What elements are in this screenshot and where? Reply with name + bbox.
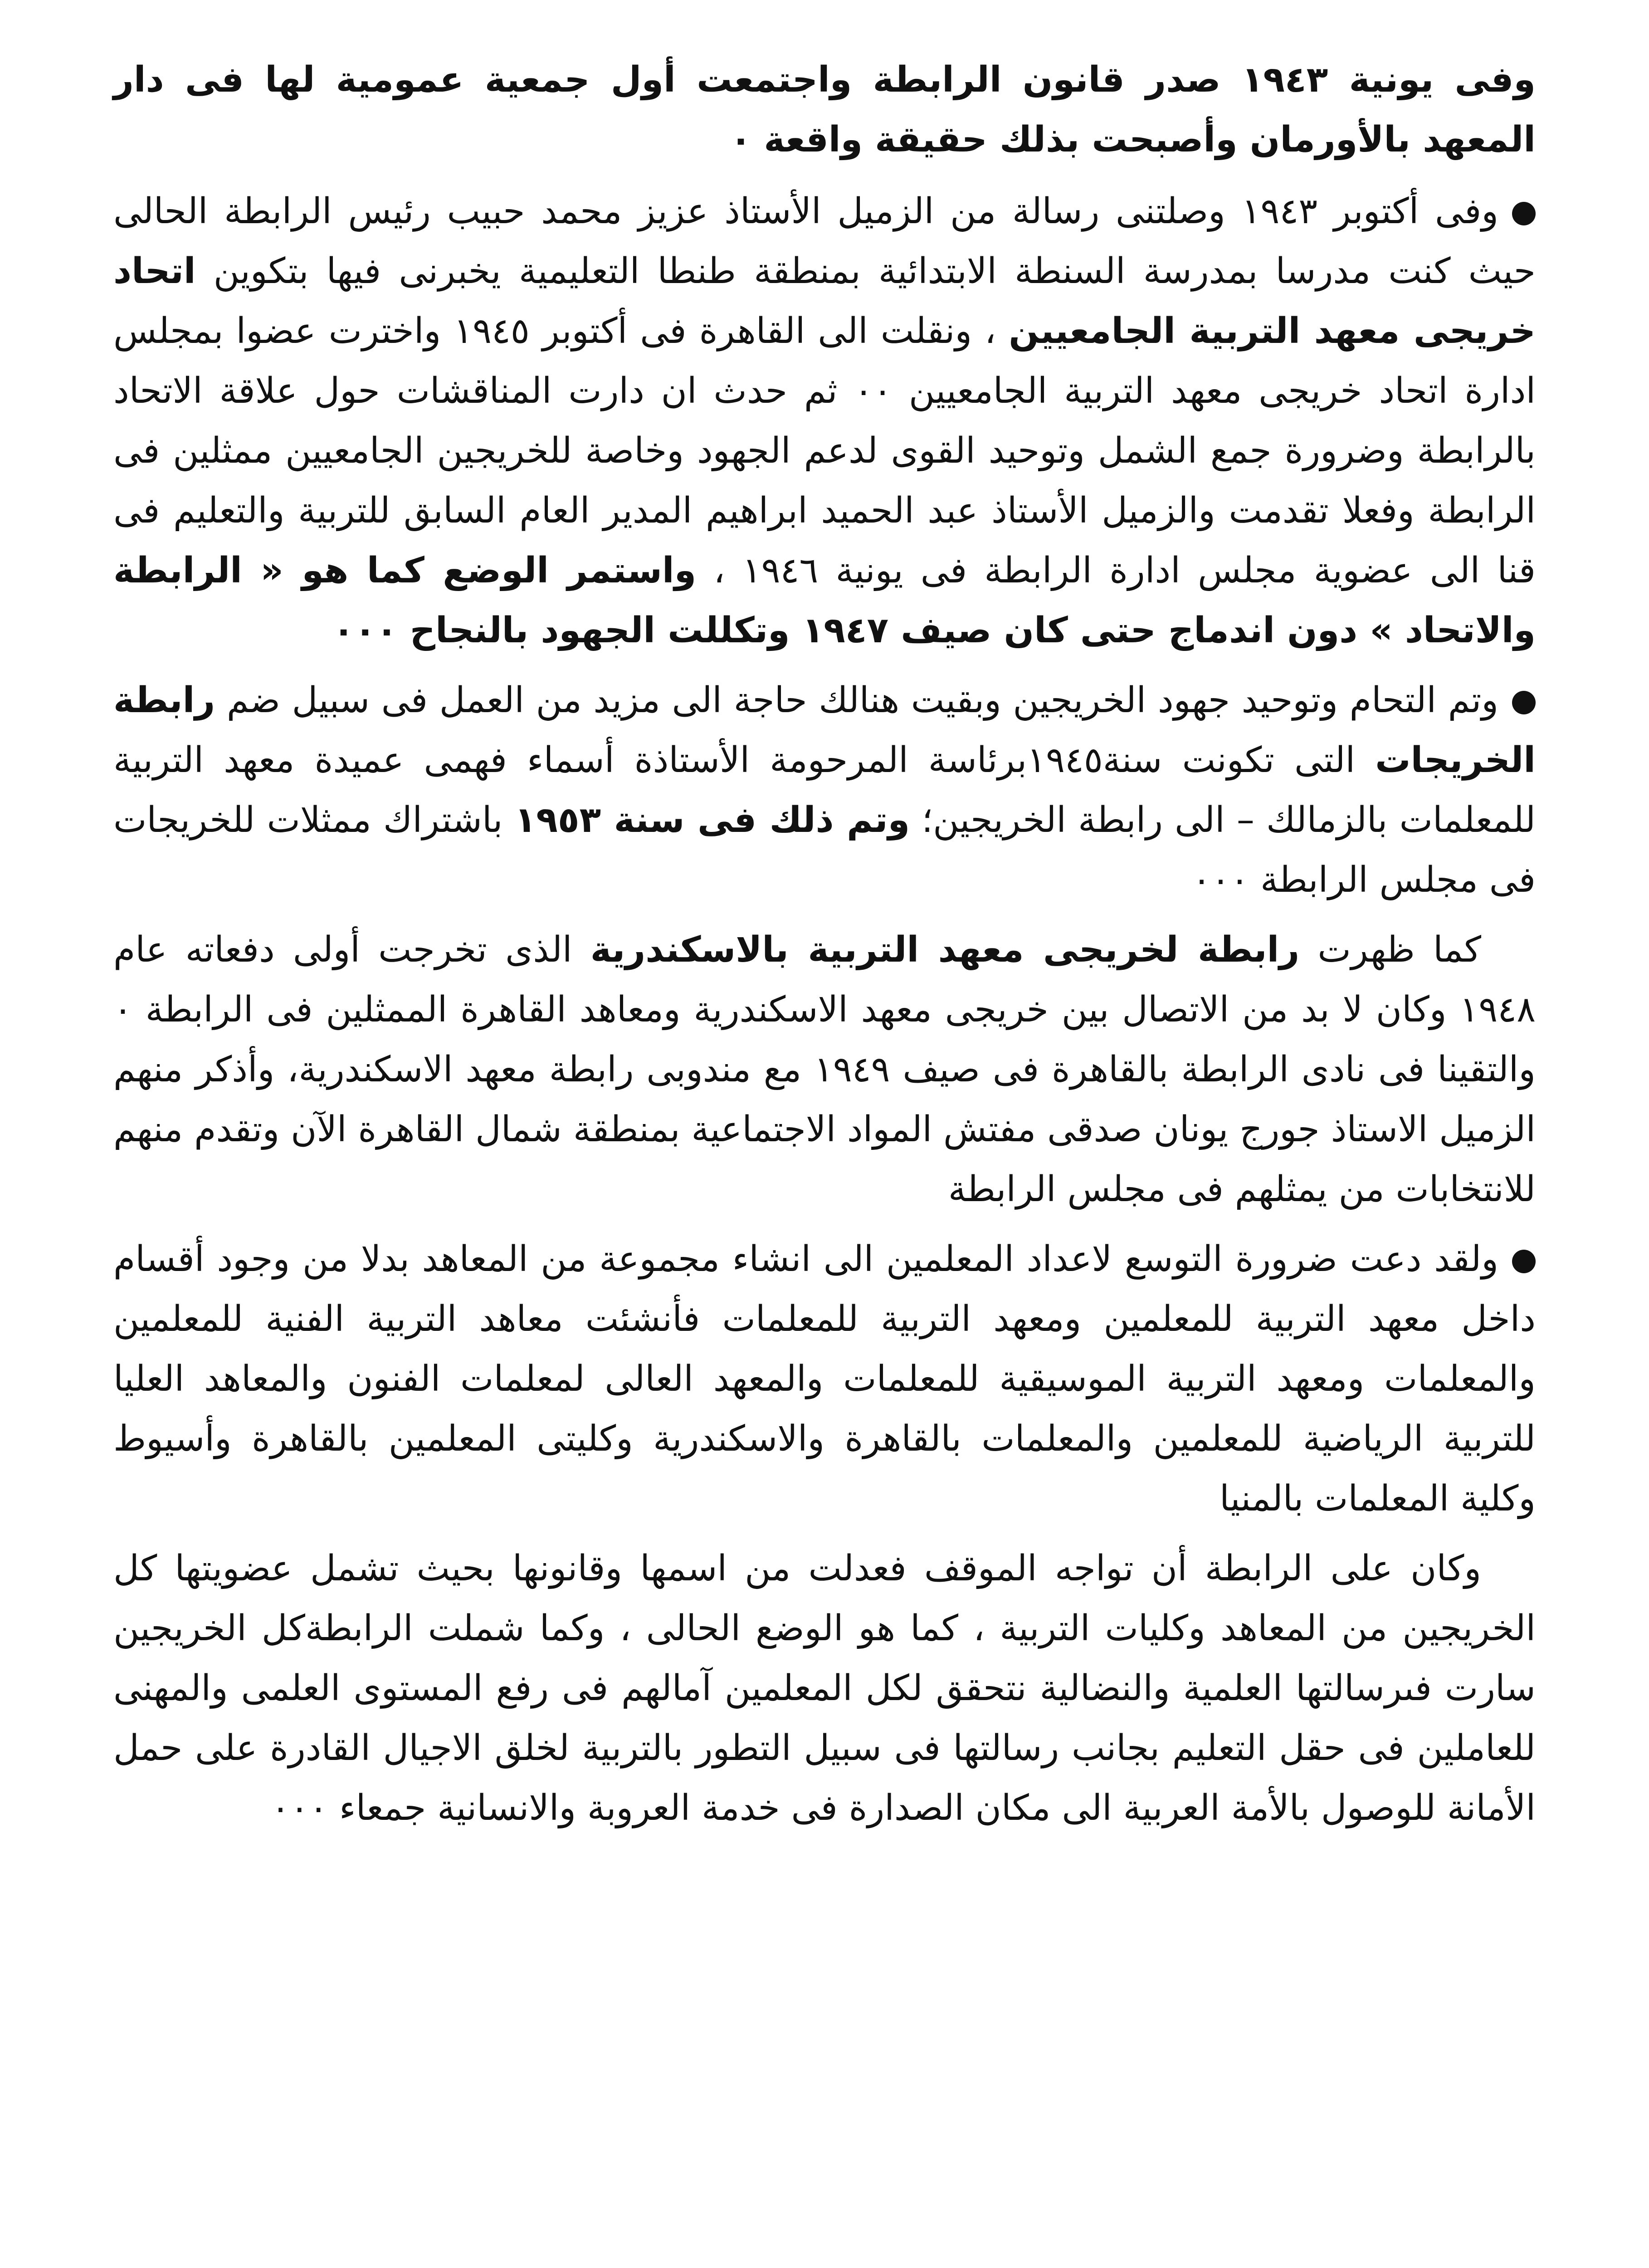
paragraph-text: الذى تخرجت أولى دفعاته عام ١٩٤٨ وكان لا بد من الاتصال بين خريجى معهد الاسكندرية ومعاهد القاهرة الممثلين فى الرابطة ٠ والتقينا فى نادى الرابطة بالقاهرة فى صيف ١٩٤٩ مع مندوبى رابطة معهد الاسكندرية، وأذكر منهم الزميل الاستاذ جورج يونان صدقى مفتش المواد الاجتماعية بمنطقة شمال القاهرة الآن وتقدم منهم للانتخابات من يمثلهم فى مجلس الرابطة: [113, 929, 1536, 1210]
document-page: [113, 50, 1536, 2268]
paragraph-text: باشتراك ممثلات للخريجات فى مجلس الرابطة ٠٠٠: [113, 800, 1536, 900]
paragraph-text-bold: وتم ذلك فى سنة ١٩٥٣: [514, 800, 910, 841]
paragraph-text: كما ظهرت: [1299, 929, 1481, 970]
paragraph-text: وفى أكتوبر ١٩٤٣ وصلتنى رسالة من الزميل الأستاذ عزيز محمد حبيب رئيس الرابطة الحالى حيث كنت مدرسا بمدرسة السنطة الابتدائية بمنطقة طنطا التعليمية يخبرنى فيها بتكوين: [113, 191, 1536, 292]
paragraph-text-bold: رابطة لخريجى معهد التربية بالاسكندرية: [590, 929, 1300, 970]
paragraph-graduates-union: [113, 670, 1536, 910]
bullet-icon: [1512, 202, 1536, 225]
paragraph-text: ولقد دعت ضرورة التوسع لاعداد المعلمين الى انشاء مجموعة من المعاهد بدلا من وجود أقسام داخل معهد التربية للمعلمين ومعهد التربية للمعلمات فأنشئت معاهد التربية الفنية للمعلمين والمعلمات ومعهد التربية الموسيقية للمعلمات والمعهد العالى لمعلمات الفنون والمعاهد العليا للتربية الرياضية للمعلمين والمعلمات بالقاهرة والاسكندرية وكليتى المعلمين بالقاهرة وأسيوط وكلية المعلمات بالمنيا: [113, 1239, 1536, 1519]
paragraph-text: التى تكونت سنة١٩٤٥برئاسة المرحومة الأستاذة أسماء فهمى عميدة معهد التربية للمعلمات بالزمالك – الى رابطة الخريجين؛: [113, 740, 1536, 841]
paragraph-text: وكان على الرابطة أن تواجه الموقف فعدلت من اسمها وقانونها بحيث تشمل عضويتها كل الخريجين من المعاهد وكليات التربية ، كما هو الوضع الحالى ، وكما شملت الرابطةكل الخريجين سارت فىرسالتها العلمية والنضالية نتحقق لكل المعلمين آمالهم فى رفع المستوى العلمى والمهنى للعاملين فى حقل التعليم بجانب رسالتها فى سبيل التطور بالتربية لخلق الاجيال القادرة على حمل الأمانة للوصول بالأمة العربية الى مكان الصدارة فى خدمة العروبة والانسانية جمعاء ٠٠٠: [113, 1548, 1536, 1828]
bullet-icon: [1512, 691, 1536, 714]
paragraph-text: ، ونقلت الى القاهرة فى أكتوبر ١٩٤٥ واخترت عضوا بمجلس ادارة اتحاد خريجى معهد التربية الجامعيين ٠٠ ثم حدث ان دارت المناقشات حول علاقة الاتحاد بالرابطة وضرورة جمع الشمل وتوحيد القوى لدعم الجهود وخاصة للخريجين الجامعيين ممثلين فى الرابطة وفعلا تقدمت والزميل الأستاذ عبد الحميد ابراهيم المدير العام السابق للتربية والتعليم فى قنا الى عضوية مجلس ادارة الرابطة فى يونية ١٩٤٦ ،: [113, 311, 1536, 591]
paragraph-law-1943: [113, 50, 1536, 170]
paragraph-text: وفى يونية ١٩٤٣ صدر قانون الرابطة واجتمعت أول جمعية عمومية لها فى دار المعهد بالأورمان وأصبحت بذلك حقيقة واقعة ٠: [113, 59, 1536, 160]
paragraph-october-1943: [113, 181, 1536, 660]
paragraph-expansion: [113, 1229, 1536, 1529]
paragraph-text: وتم التحام وتوحيد جهود الخريجين وبقيت هنالك حاجة الى مزيد من العمل فى سبيل ضم: [215, 680, 1498, 721]
paragraph-text-bold: اتحاد خريجى معهد التربية الجامعيين: [113, 251, 1536, 352]
paragraph-text-bold: رابطة الخريجات: [113, 680, 1536, 781]
paragraph-text-bold: واستمر الوضع كما هو « الرابطة والاتحاد » دون اندماج حتى كان صيف ١٩٤٧ وتكللت الجهود بالنجاح ٠٠٠: [113, 550, 1536, 651]
paragraph-alexandria: [113, 920, 1536, 1219]
paragraph-mission: [113, 1539, 1536, 1838]
bullet-icon: [1512, 1250, 1536, 1273]
